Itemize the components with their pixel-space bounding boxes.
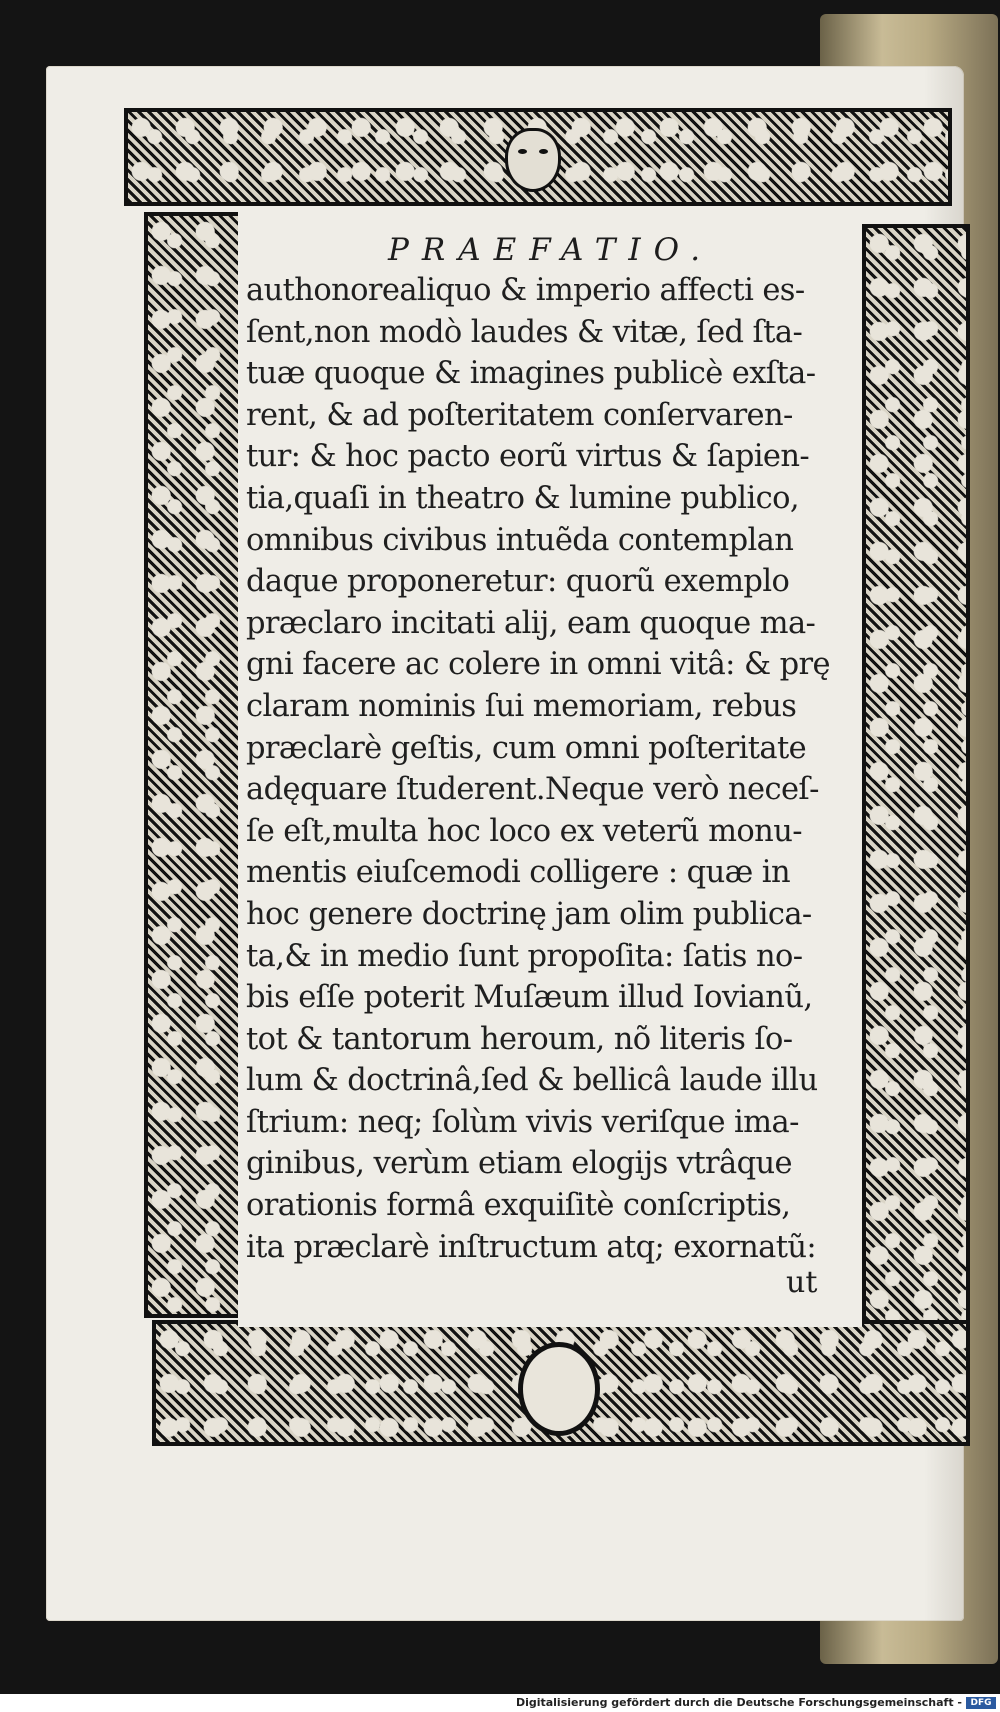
catchword: ut — [786, 1265, 818, 1300]
text-line: ta,& in medio ſunt propoſita: ſatis no- — [246, 938, 803, 974]
dfg-logo-icon: DFG — [966, 1697, 996, 1709]
text-line: ginibus, verùm etiam elogijs vtrâque — [246, 1146, 792, 1182]
text-line: tur: & hoc pacto eorũ virtus & ſapien- — [246, 439, 810, 475]
text-line: bis eſſe poterit Muſæum illud Iovianũ, — [246, 980, 813, 1016]
text-line: hoc genere doctrinę jam olim publica- — [246, 896, 812, 932]
text-line: tuæ quoque & imagines publicè exſta- — [246, 356, 816, 392]
footer-credit: Digitalisierung gefördert durch die Deutsche Forschungsgemeinschaft - — [515, 1696, 962, 1709]
text-line: tot & tantorum heroum, nõ literis ſo- — [246, 1021, 793, 1057]
text-line: præclarè geſtis, cum omni poſteritate — [246, 730, 807, 766]
medallion-ornament-icon — [518, 1342, 600, 1436]
text-line: adęquare ſtuderent.Neque verò neceſ- — [246, 772, 819, 808]
text-line: daque proponeretur: quorũ exemplo — [246, 564, 790, 600]
text-line: lum & doctrinâ,ſed & bellicâ laude illu — [246, 1063, 818, 1099]
text-line: ita præclarè inſtructum atq; exornatũ: — [246, 1229, 817, 1265]
text-line: præclaro incitati alij, eam quoque ma- — [246, 605, 816, 641]
text-line: tia,quaſi in theatro & lumine publico, — [246, 480, 799, 516]
text-line: mentis eiuſcemodi colligere : quæ in — [246, 855, 791, 891]
text-line: claram nominis ſui memoriam, rebus — [246, 688, 797, 724]
text-line: orationis formâ exquiſitè conſcriptis, — [246, 1188, 791, 1224]
ornamental-border-right — [862, 224, 970, 1324]
text-line: rent, & ad poſteritatem conſervaren- — [246, 397, 793, 433]
text-line: gni facere ac colere in omni vitâ: & prę — [246, 647, 830, 683]
body-text — [246, 270, 856, 1268]
text-line: ſe eſt,multa hoc loco ex veterũ monu- — [246, 813, 802, 849]
text-line: authonorealiquo & imperio affecti es- — [246, 273, 805, 308]
text-line: omnibus civibus intuẽda contemplan — [246, 522, 794, 558]
mask-ornament-icon — [505, 128, 561, 192]
ornamental-border-left — [144, 212, 242, 1318]
text-line: ſtrium: neq; ſolùm vivis veriſque ima- — [246, 1104, 799, 1140]
text-line: ſent,non modò laudes & vitæ, ſed ſta- — [246, 314, 803, 350]
running-head: PRAEFATIO. — [388, 232, 714, 268]
